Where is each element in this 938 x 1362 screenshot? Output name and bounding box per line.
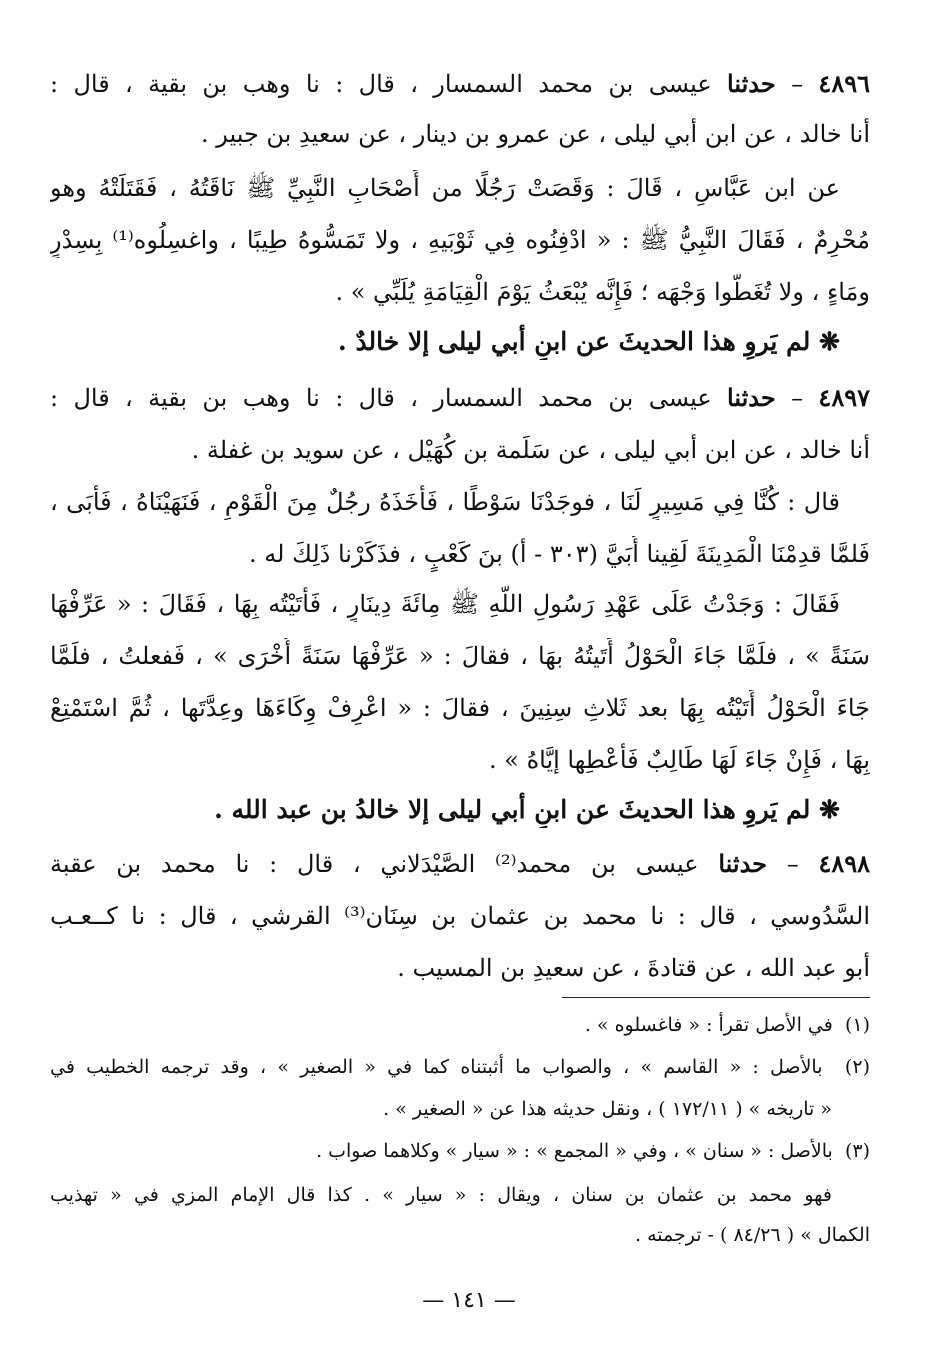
text-line: عيسى بن محمد⁽²⁾ الصَّيْدَلاني ، قال : نا محمد بن عقبة xyxy=(50,850,699,878)
footnote-3-cont: فهو محمد بن عثمان بن سنان ، ويقال : « سيار » . كذا قال الإمام المزي في « تهذيب xyxy=(50,1184,832,1206)
text-line: عيسى بن محمد السمسار ، قال : نا وهب بن بقية ، قال : xyxy=(50,70,712,98)
footnote-3 xyxy=(50,1136,870,1166)
footnote-number: (١) xyxy=(844,1014,870,1036)
hadith-4896-line-4: مُحْرِمٌ ، فَقَالَ النَّبِيُّ ﷺ : « ادْفِنُوه فِي ثَوْبَيهِ ، ولا تَمَسُّوهُ طِيبًا ، واغسِلُوه⁽¹⁾ بِسِدْرٍ xyxy=(50,226,870,254)
hadith-4897-line-4: فَلمَّا قدِمْنَا الْمَدِينَةَ لَقِينا أُبَيَّ (٣٠٣ - أ) بنَ كَعْبٍ ، فذَكَرْنا ذَلِكَ له . xyxy=(249,540,870,568)
hadith-4897-line-8: بِهَا ، فَإِنْ جَاءَ لَهَا طَالِبٌ فَأَعْطِها إيَّاهُ » . xyxy=(489,746,870,774)
hadith-number: ٤٨٩٦ xyxy=(818,69,870,98)
hadith-4897-line-6: سَنَةً » ، فلَمَّا جَاءَ الْحَوْلُ أَتَيتُهُ بهَا ، فقالَ : « عَرِّفْهَا سَنَةً أُخْرَى » ، فَفعلتُ ، فلَمَّا xyxy=(50,642,870,670)
hadith-4897-line-7: جَاءَ الْحَوْلُ أَتَيْتُه بِهَا بعد ثَلاثِ سِنِينَ ، فقالَ : « اعْرِفْ وِكَاءَهَا وعِدَّتَها ، ثُمَّ اسْتَمْتِعْ xyxy=(50,694,870,722)
text-line: عيسى بن محمد السمسار ، قال : نا وهب بن بقية ، قال : xyxy=(50,384,712,412)
footnote-text: في الأصل تقرأ : « فاغسلوه » . xyxy=(584,1014,833,1036)
hadith-number: ٤٨٩٨ xyxy=(818,849,870,878)
footnote-number: (٣) xyxy=(844,1140,870,1162)
hadith-4898-line-1: ٤٨٩٨ – حدثنا عيسى بن محمد⁽²⁾ الصَّيْدَلاني ، قال : نا محمد بن عقبة xyxy=(50,849,870,878)
footnote-text: بالأصل : « القاسم » ، والصواب ما أثبتناه كما في « الصغير » ، وقد ترجمه الخطيب في xyxy=(50,1056,823,1078)
hadith-number: ٤٨٩٧ xyxy=(818,383,870,412)
hadith-4898-line-2: السَّدُوسي ، قال : نا محمد بن عثمان بن سِنَان⁽³⁾ القرشي ، قال : نا كــعـب xyxy=(50,902,870,930)
footnote-2 xyxy=(50,1052,870,1082)
hadith-4897-note: ❋ لم يَروِ هذا الحديثَ عن ابنِ أبي ليلى إلا خالدُ بن عبد الله . xyxy=(214,795,840,824)
hadith-4897-line-3: قال : كُنَّا فِي مَسِيرٍ لَنَا ، فوجَدْنَا سَوْطًا ، فَأَخَذَهُ رجُلٌ مِنَ الْقَوْمِ ، فَنَهَيْنَاهُ ، فَأَبَى ، xyxy=(50,488,840,516)
hadith-lead-word: حدثنا xyxy=(727,69,776,98)
footnote-separator xyxy=(562,997,870,998)
hadith-4896-note: ❋ لم يَروِ هذا الحديثَ عن ابنِ أبي ليلى إلا خالدٌ . xyxy=(338,327,840,356)
hadith-4897-line-2: أنا خالد ، عن ابن أبي ليلى ، عن سَلَمة بن كُهَيْل ، عن سويد بن غفلة . xyxy=(191,436,870,464)
hadith-4898-line-3: أبو عبد الله ، عن قتادةَ ، عن سعيدِ بن المسيب . xyxy=(397,954,870,982)
hadith-lead-word: حدثنا xyxy=(727,383,776,412)
hadith-4896-line-2: أنا خالد ، عن ابن أبي ليلى ، عن عمرو بن دينار ، عن سعيدِ بن جبير . xyxy=(200,120,870,148)
footnote-2-cont: « تاريخه » ( ١٧٢/١١ ) ، ونقل حديثه هذا عن « الصغير » . xyxy=(383,1098,832,1120)
page-number: — ١٤١ — xyxy=(422,1288,516,1313)
footnote-text: بالأصل : « سنان » ، وفي « المجمع » : « سيار » وكلاهما صواب . xyxy=(316,1140,833,1162)
hadith-lead-word: حدثنا xyxy=(718,849,768,878)
hadith-4896-line-5: ومَاءٍ ، ولا تُغَطُّوا وَجْهَه ؛ فَإِنَّه يُبْعَثُ يَوْمَ الْقِيَامَةِ يُلَبِّي » . xyxy=(335,278,870,306)
footnote-3-cont-2: الكمال » ( ٨٤/٢٦ ) - ترجمته . xyxy=(635,1224,870,1246)
hadith-4897-line-5: فَقَالَ : وَجَدْتُ عَلَى عَهْدِ رَسُولِ اللَّهِ ﷺ مِائَةَ دِينَارٍ ، فَأَتَيْتُه بِهَا ، فَقَالَ : « عَرِّفْهَا xyxy=(50,590,840,618)
hadith-4897-line-1: ٤٨٩٧ – حدثنا عيسى بن محمد السمسار ، قال : نا وهب بن بقية ، قال : xyxy=(50,383,870,412)
footnote-number: (٢) xyxy=(844,1056,870,1078)
footnote-1 xyxy=(50,1010,870,1040)
hadith-4896-line-3: عن ابن عَبَّاسٍ ، قَالَ : وَقَصَتْ رَجُلًا من أَصْحَابِ النَّبِيِّ ﷺ نَاقَتُهُ ، فَقَتَلَتْهُ وهو xyxy=(50,174,840,202)
hadith-4896-line-1: ٤٨٩٦ – حدثنا عيسى بن محمد السمسار ، قال : نا وهب بن بقية ، قال : xyxy=(50,69,870,98)
